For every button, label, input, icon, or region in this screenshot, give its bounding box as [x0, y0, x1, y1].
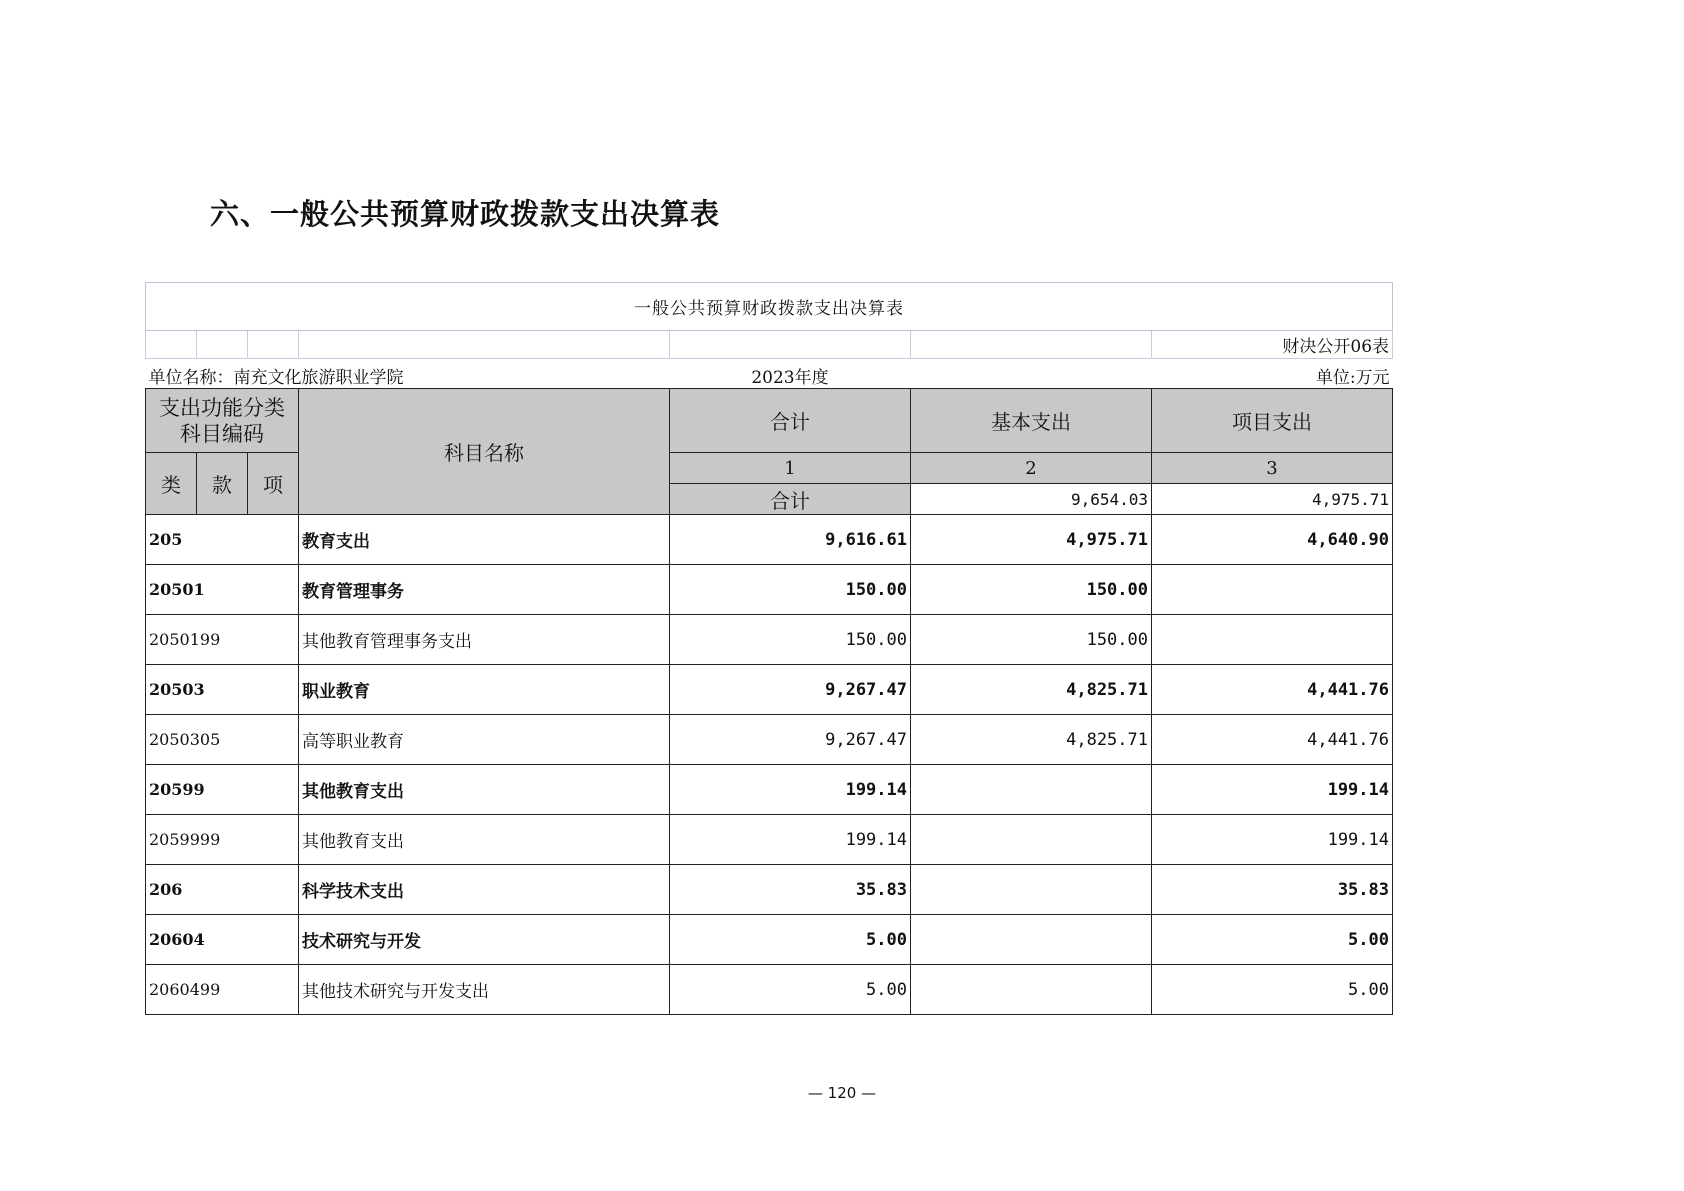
blank-cell: [248, 331, 299, 359]
row-total: 150.00: [670, 565, 911, 615]
row-basic: 150.00: [911, 615, 1152, 665]
blank-cell: [299, 331, 670, 359]
table-row: [146, 965, 1393, 1015]
row-total: 9,267.47: [670, 665, 911, 715]
row-total: 150.00: [670, 615, 911, 665]
row-basic: [911, 865, 1152, 915]
row-total: 199.14: [670, 815, 911, 865]
table-row: [146, 815, 1393, 865]
row-code: 2050305: [146, 715, 299, 765]
row-basic: [911, 915, 1152, 965]
row-subject-name: 其他教育支出: [299, 815, 670, 865]
row-code: 20503: [146, 665, 299, 715]
blank-cell: [911, 331, 1152, 359]
row-project: 4,640.90: [1152, 515, 1393, 565]
grand-total-label: 合计: [670, 484, 911, 515]
row-total: 9,267.47: [670, 715, 911, 765]
row-code: 206: [146, 865, 299, 915]
row-total: 9,616.61: [670, 515, 911, 565]
unit-label: 单位:万元: [1315, 368, 1390, 388]
expenditure-rows: [145, 514, 1393, 1015]
row-total: 35.83: [670, 865, 911, 915]
header-lei: 类: [146, 453, 197, 515]
row-subject-name: 职业教育: [299, 665, 670, 715]
blank-cell: [911, 359, 1152, 389]
page-heading: 六、一般公共预算财政拨款支出决算表: [210, 197, 721, 231]
row-project: [1152, 615, 1393, 665]
grand-total-basic: 4,975.71: [1152, 484, 1393, 515]
table-row: [146, 615, 1393, 665]
header-col-3: 3: [1152, 453, 1393, 484]
table-row: [146, 565, 1393, 615]
table-row: [146, 515, 1393, 565]
row-subject-name: 教育支出: [299, 515, 670, 565]
row-basic: 4,825.71: [911, 665, 1152, 715]
row-subject-name: 科学技术支出: [299, 865, 670, 915]
row-subject-name: 教育管理事务: [299, 565, 670, 615]
header-project: 项目支出: [1152, 389, 1393, 453]
row-project: 4,441.76: [1152, 715, 1393, 765]
table-row: [146, 715, 1393, 765]
row-basic: 150.00: [911, 565, 1152, 615]
header-col-2: 2: [911, 453, 1152, 484]
table-row: [146, 865, 1393, 915]
row-project: 199.14: [1152, 815, 1393, 865]
table-row: [146, 915, 1393, 965]
expenditure-table-sheet: [145, 282, 1392, 1015]
row-total: 5.00: [670, 915, 911, 965]
row-basic: [911, 765, 1152, 815]
row-total: 5.00: [670, 965, 911, 1015]
row-subject-name: 技术研究与开发: [299, 915, 670, 965]
row-subject-name: 高等职业教育: [299, 715, 670, 765]
row-subject-name: 其他教育管理事务支出: [299, 615, 670, 665]
row-project: 5.00: [1152, 965, 1393, 1015]
table-row: [146, 765, 1393, 815]
header-subject: 科目名称: [299, 389, 670, 515]
row-subject-name: 其他教育支出: [299, 765, 670, 815]
header-total: 合计: [670, 389, 911, 453]
row-total: 199.14: [670, 765, 911, 815]
row-project: 5.00: [1152, 915, 1393, 965]
row-code: 205: [146, 515, 299, 565]
row-project: 4,441.76: [1152, 665, 1393, 715]
row-code: 2050199: [146, 615, 299, 665]
header-xiang: 项: [248, 453, 299, 515]
unit-name: 单位名称：南充文化旅游职业学院: [148, 368, 404, 388]
row-subject-name: 其他技术研究与开发支出: [299, 965, 670, 1015]
row-basic: [911, 815, 1152, 865]
row-project: [1152, 565, 1393, 615]
header-kuan: 款: [197, 453, 248, 515]
row-code: 20501: [146, 565, 299, 615]
grand-total-value: 9,654.03: [911, 484, 1152, 515]
row-basic: [911, 965, 1152, 1015]
header-basic: 基本支出: [911, 389, 1152, 453]
table-title: 一般公共预算财政拨款支出决算表: [146, 283, 1393, 331]
form-number: 财决公开06表: [1152, 331, 1393, 359]
row-code: 2059999: [146, 815, 299, 865]
header-code-group: 支出功能分类科目编码: [146, 389, 299, 453]
expenditure-table: [145, 282, 1393, 515]
fiscal-year: 2023年度: [751, 368, 829, 388]
row-project: 199.14: [1152, 765, 1393, 815]
row-project: 35.83: [1152, 865, 1393, 915]
row-basic: 4,975.71: [911, 515, 1152, 565]
row-code: 2060499: [146, 965, 299, 1015]
blank-cell: [670, 331, 911, 359]
blank-cell: [197, 331, 248, 359]
row-code: 20599: [146, 765, 299, 815]
header-col-1: 1: [670, 453, 911, 484]
blank-cell: [146, 331, 197, 359]
table-row: [146, 665, 1393, 715]
row-code: 20604: [146, 915, 299, 965]
row-basic: 4,825.71: [911, 715, 1152, 765]
page-number: — 120 —: [807, 1084, 877, 1102]
